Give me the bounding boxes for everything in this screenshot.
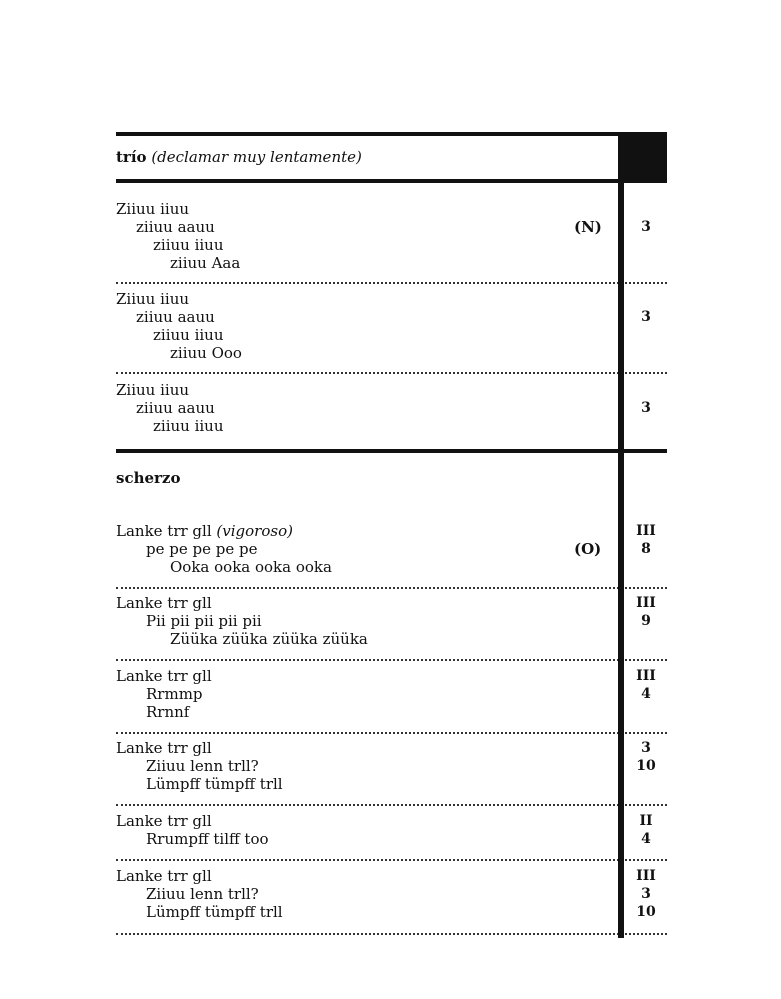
trio-s1-line-2: ziiuu aauu bbox=[136, 218, 215, 236]
top-rule bbox=[116, 132, 667, 136]
scherzo-s5-num-1: II bbox=[639, 813, 653, 829]
trio-s3-line-3: ziiuu iiuu bbox=[153, 417, 224, 435]
scherzo-heading bbox=[116, 469, 180, 487]
scherzo-s3-num-1: III bbox=[636, 668, 656, 684]
scherzo-s1-num-2: 8 bbox=[641, 541, 651, 557]
trio-s2-line-2: ziiuu aauu bbox=[136, 308, 215, 326]
dotted-separator bbox=[116, 282, 667, 284]
header-black-box bbox=[618, 132, 667, 182]
scherzo-s1-line-1 bbox=[116, 522, 293, 540]
trio-s2-line-3: ziiuu iiuu bbox=[153, 326, 224, 344]
scherzo-s6-num-1: III bbox=[636, 868, 656, 884]
scherzo-s2-line-3: Züüka züüka züüka züüka bbox=[170, 630, 368, 648]
trio-s3-num-1: 3 bbox=[641, 400, 651, 416]
scherzo-s4-num-1: 3 bbox=[641, 740, 651, 756]
trio-heading bbox=[116, 148, 362, 166]
dotted-separator bbox=[116, 732, 667, 734]
trio-s2-num-1: 3 bbox=[641, 309, 651, 325]
scherzo-title: scherzo bbox=[116, 469, 181, 487]
scherzo-s2-num-1: III bbox=[636, 595, 656, 611]
trio-s1-mark: (N) bbox=[574, 218, 602, 236]
scherzo-s1-num-1: III bbox=[636, 523, 656, 539]
scherzo-s2-line-2: Pii pii pii pii pii bbox=[146, 612, 262, 630]
scherzo-s6-num-2: 3 bbox=[641, 886, 651, 902]
trio-subtitle: (declamar muy lentamente) bbox=[151, 148, 362, 166]
dotted-separator bbox=[116, 804, 667, 806]
scherzo-s5-line-1: Lanke trr gll bbox=[116, 812, 212, 830]
scherzo-s3-line-1: Lanke trr gll bbox=[116, 667, 212, 685]
trio-s2-line-4: ziiuu Ooo bbox=[170, 344, 242, 362]
vertical-rule bbox=[618, 132, 624, 938]
trio-title: trío bbox=[116, 148, 147, 166]
scherzo-s1-tempo: (vigoroso) bbox=[216, 522, 293, 540]
scherzo-s1-mark: (O) bbox=[574, 540, 602, 558]
scherzo-s3-num-2: 4 bbox=[641, 686, 651, 702]
section-rule bbox=[116, 449, 667, 453]
scherzo-s2-line-1: Lanke trr gll bbox=[116, 594, 212, 612]
dotted-separator bbox=[116, 659, 667, 661]
trio-s1-line-1: Ziiuu iiuu bbox=[116, 200, 190, 218]
dotted-separator bbox=[116, 587, 667, 589]
trio-s3-line-2: ziiuu aauu bbox=[136, 399, 215, 417]
trio-s1-line-3: ziiuu iiuu bbox=[153, 236, 224, 254]
scherzo-s4-line-3: Lümpff tümpff trll bbox=[146, 775, 283, 793]
dotted-separator bbox=[116, 859, 667, 861]
scherzo-s2-num-2: 9 bbox=[641, 613, 651, 629]
scherzo-s3-line-2: Rrmmp bbox=[146, 685, 203, 703]
dotted-separator bbox=[116, 933, 667, 935]
scherzo-s5-line-2: Rrumpff tilff too bbox=[146, 830, 269, 848]
scherzo-s4-line-2: Ziiuu lenn trll? bbox=[146, 757, 259, 775]
scherzo-s6-num-3: 10 bbox=[636, 904, 656, 920]
trio-s2-line-1: Ziiuu iiuu bbox=[116, 290, 190, 308]
scherzo-s6-line-1: Lanke trr gll bbox=[116, 867, 212, 885]
trio-s3-line-1: Ziiuu iiuu bbox=[116, 381, 190, 399]
trio-s1-num-1: 3 bbox=[641, 219, 651, 235]
scherzo-s1-line-3: Ooka ooka ooka ooka bbox=[170, 558, 332, 576]
scherzo-s1-line-1-text: Lanke trr gll bbox=[116, 522, 212, 540]
scherzo-s5-num-2: 4 bbox=[641, 831, 651, 847]
trio-s1-line-4: ziiuu Aaa bbox=[170, 254, 241, 272]
trio-header-rule bbox=[116, 179, 667, 183]
scherzo-s4-num-2: 10 bbox=[636, 758, 656, 774]
scherzo-s1-line-2: pe pe pe pe pe bbox=[146, 540, 258, 558]
scherzo-s4-line-1: Lanke trr gll bbox=[116, 739, 212, 757]
dotted-separator bbox=[116, 372, 667, 374]
scherzo-s6-line-3: Lümpff tümpff trll bbox=[146, 903, 283, 921]
scherzo-s6-line-2: Ziiuu lenn trll? bbox=[146, 885, 259, 903]
scherzo-s3-line-3: Rrnnf bbox=[146, 703, 190, 721]
